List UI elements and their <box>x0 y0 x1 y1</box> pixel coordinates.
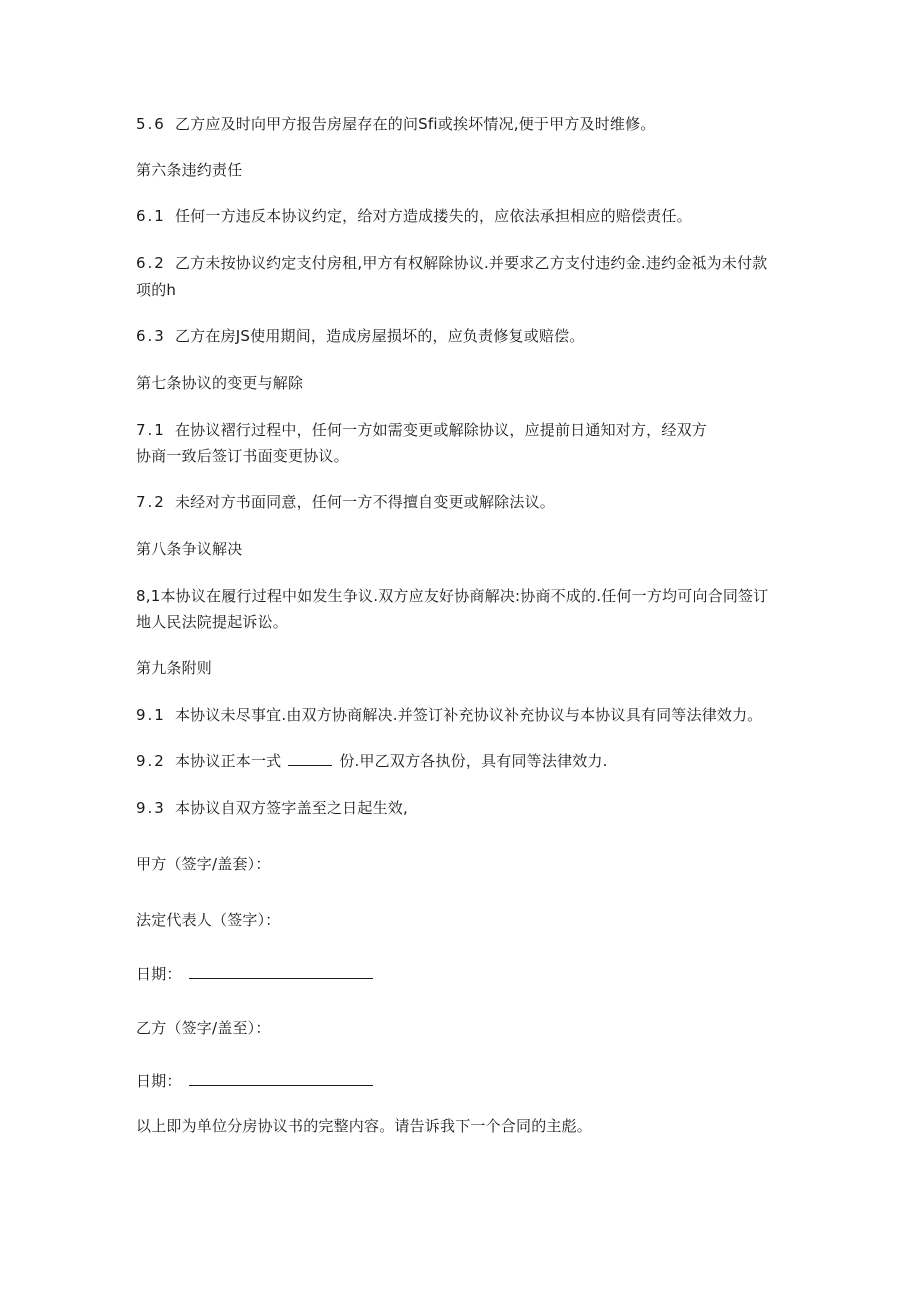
date-line-2 <box>136 1071 373 1091</box>
clause-text-part-a: 本协议正本一式 <box>174 752 282 770</box>
clause-9-3 <box>136 798 408 818</box>
clause-text: 乙方应及时向甲方报告房屋存在的问Sfi或挨坏情况,便于甲方及时维修。 <box>174 115 656 133</box>
date-line-1 <box>136 964 373 984</box>
article-8-title: 第八条争议解决 <box>136 540 243 558</box>
date-label: 日期： <box>136 965 182 983</box>
legal-rep-signature-label: 法定代表人（签字）： <box>136 911 281 929</box>
date-blank-line <box>189 964 373 979</box>
clause-8-1: 8,1本协议在履行过程中如发生争议.双方应友好协商解决:协商不成的.任何一方均可向合同签订 <box>136 587 769 605</box>
clause-9-2 <box>136 751 608 771</box>
article-9-title: 第九条附则 <box>136 659 213 677</box>
clause-6-2 <box>136 253 767 273</box>
clause-6-2-continuation: 项的h <box>136 281 177 299</box>
clause-number: 7.1 <box>136 421 166 439</box>
party-b-signature-label: 乙方（签字/盖至）： <box>136 1019 271 1037</box>
clause-7-1-continuation: 协商一致后签订书面变更协议。 <box>136 447 349 465</box>
clause-6-3 <box>136 326 585 346</box>
clause-text: 任何一方违反本协议约定，给对方造成搂失的，应依法承担相应的赔偿责任。 <box>174 207 692 225</box>
clause-number: 6.2 <box>136 254 166 272</box>
clause-text: 在协议褶行过程中，任何一方如需变更或解除协议，应提前日通知对方，经双方 <box>174 421 707 439</box>
date-blank-line <box>189 1071 373 1086</box>
clause-number: 6.3 <box>136 327 166 345</box>
party-a-signature-label: 甲方（签字/盖套）： <box>136 855 271 873</box>
clause-number: 6.1 <box>136 207 166 225</box>
clause-9-1 <box>136 705 763 725</box>
clause-number: 9.1 <box>136 706 166 724</box>
article-6-title: 第六条违约责任 <box>136 161 243 179</box>
copies-blank-line <box>288 751 332 766</box>
closing-note: 以上即为单位分房协议书的完整内容。请告诉我下一个合同的主彪。 <box>136 1117 593 1135</box>
clause-number: 9.3 <box>136 799 166 817</box>
clause-text: 乙方未按协议约定支付房租,甲方有权解除协议.并要求乙方支付违约金.违约金祗为未付款 <box>174 254 768 272</box>
clause-text: 本协议自双方签字盖至之日起生效, <box>174 799 408 817</box>
clause-text: 乙方在房JS使用期间，造成房屋损坏的，应负责修复或赔偿。 <box>174 327 585 345</box>
clause-text-part-b: 份.甲乙双方各执份，具有同等法律效力. <box>339 752 608 770</box>
date-label: 日期： <box>136 1072 182 1090</box>
clause-number: 9.2 <box>136 752 166 770</box>
clause-number: 5.6 <box>136 115 166 133</box>
clause-text: 未经对方书面同意，任何一方不得擅自变更或解除法议。 <box>174 493 555 511</box>
clause-text: 本协议未尽事宜.由双方协商解决.并签订补充协议补充协议与本协议具有同等法律效力。 <box>174 706 763 724</box>
clause-5-6 <box>136 114 656 134</box>
clause-8-1-continuation: 地人民法院提起诉讼。 <box>136 613 289 631</box>
clause-7-1 <box>136 420 707 440</box>
article-7-title: 第七条协议的变更与解除 <box>136 374 304 392</box>
clause-7-2 <box>136 492 555 512</box>
clause-number: 7.2 <box>136 493 166 511</box>
clause-6-1 <box>136 206 692 226</box>
